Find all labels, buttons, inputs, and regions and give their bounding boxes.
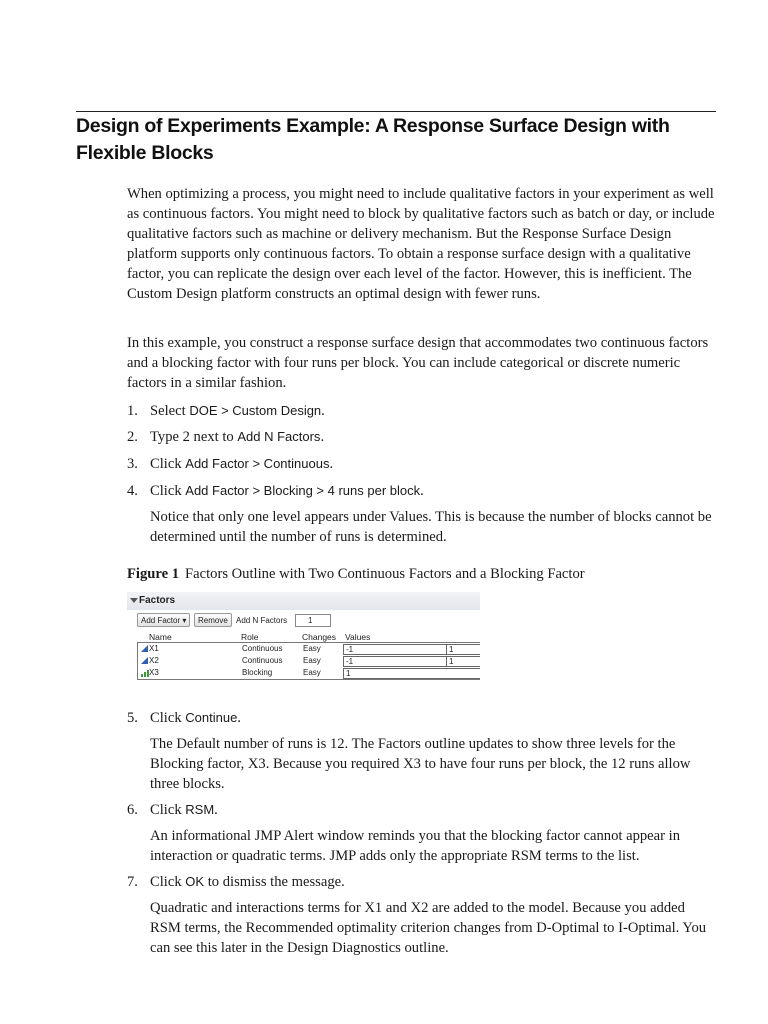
table-row[interactable]: X2 Continuous Easy -1 1 xyxy=(138,655,480,667)
step-number: 4. xyxy=(127,483,138,499)
level-value-field[interactable]: 1 xyxy=(343,668,480,679)
step-number: 6. xyxy=(127,802,138,818)
column-header-name: Name xyxy=(149,632,172,642)
ui-label: Add N Factors xyxy=(237,429,321,444)
add-n-factors-label: Add N Factors xyxy=(236,616,288,625)
add-factor-button[interactable]: Add Factor ▾ xyxy=(137,613,190,627)
factors-table xyxy=(137,642,480,680)
table-row[interactable]: X3 Blocking Easy 1 xyxy=(138,667,480,679)
figure-label: Figure 1 xyxy=(127,566,180,582)
page-title: Design of Experiments Example: A Response Surface Design with Flexible Blocks xyxy=(76,115,670,164)
remove-button[interactable]: Remove xyxy=(194,613,232,627)
title-rule xyxy=(76,111,716,112)
factors-outline-figure xyxy=(127,592,480,685)
factors-title: Factors xyxy=(139,595,176,606)
high-value-field[interactable]: 1 xyxy=(446,656,480,667)
add-n-factors-input[interactable]: 1 xyxy=(295,614,331,627)
disclosure-icon xyxy=(130,598,138,603)
step-number: 2. xyxy=(127,429,138,445)
step-6-note: An informational JMP Alert window reminds you that the blocking factor cannot appear in interaction or quadratic terms. JMP adds only the appropriate RSM terms to the list. xyxy=(150,828,680,864)
low-value-field[interactable]: -1 xyxy=(343,656,447,667)
ui-label: RSM xyxy=(185,802,215,817)
column-header-values: Values xyxy=(345,632,371,642)
step-7-note: Quadratic and interactions terms for X1 and X2 are added to the model. Because you added RSM terms, the Recommended optimality criterion changes from D-Optimal to I-Optimal. You can see this later in the Design Diagnostics outline. xyxy=(150,900,707,956)
intro-paragraph-1: When optimizing a process, you might need to include qualitative factors in your experiment as well as continuous factors. You might need to block by qualitative factors such as batch or day, or include qualitative factors such as machine or delivery mechanism. But the Response Surface Design platform supports only continuous factors. To obtain a response surface design with a qualitative factor, you can replicate the design over each level of the factor. However, this is inefficient. The Custom Design platform constructs an optimal design with fewer runs. xyxy=(127,186,715,302)
high-value-field[interactable]: 1 xyxy=(446,644,480,655)
continuous-icon xyxy=(141,645,148,652)
ui-label: OK xyxy=(185,874,205,889)
low-value-field[interactable]: -1 xyxy=(343,644,447,655)
step-5-note: The Default number of runs is 12. The Factors outline updates to show three levels for the Blocking factor, X3. Because you required X3 to have four runs per block, the 12 runs allow three blocks. xyxy=(150,736,691,792)
step-number: 3. xyxy=(127,456,138,472)
step-number: 7. xyxy=(127,874,138,890)
menu-path: DOE > Custom Design xyxy=(189,403,322,418)
step-number: 1. xyxy=(127,403,138,419)
ui-label: Continue xyxy=(185,710,238,725)
blocking-icon xyxy=(141,670,149,677)
menu-path: Add Factor > Continuous xyxy=(185,456,330,471)
intro-paragraph-2: In this example, you construct a response surface design that accommodates two continuous factors and a blocking factor with four runs per block. You can include categorical or discrete numeric factors in a similar fashion. xyxy=(127,335,709,391)
column-header-role: Role xyxy=(241,632,259,642)
step-number: 5. xyxy=(127,710,138,726)
figure-caption: Figure 1 Factors Outline with Two Continuous Factors and a Blocking Factor xyxy=(127,566,585,582)
continuous-icon xyxy=(141,657,148,664)
column-header-changes: Changes xyxy=(302,632,337,642)
table-row[interactable]: X1 Continuous Easy -1 1 xyxy=(138,643,480,655)
step-4-note: Notice that only one level appears under Values. This is because the number of blocks cannot be determined until the number of runs is determined. xyxy=(150,509,712,545)
factors-outline-header xyxy=(127,592,480,610)
menu-path: Add Factor > Blocking > 4 runs per block xyxy=(185,483,421,498)
